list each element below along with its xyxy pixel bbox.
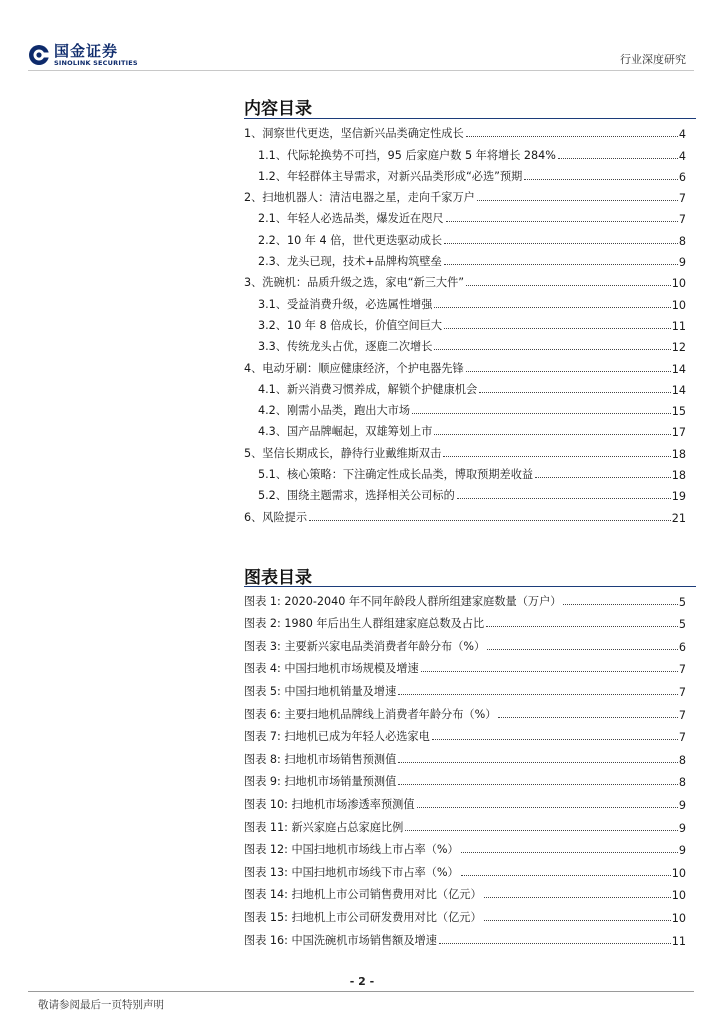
toc-entry-title: 1、洞察世代更迭，坚信新兴品类确定性成长 xyxy=(244,127,464,141)
dot-leader xyxy=(486,626,678,627)
figure-entry-title: 图表 10: 扫地机市场渗透率预测值 xyxy=(244,797,415,811)
toc-entry-page: 4 xyxy=(678,128,686,142)
toc-entry-title: 3.3、传统龙头占优，逐鹿二次增长 xyxy=(258,340,433,354)
figure-entry-title: 图表 3: 主要新兴家电品类消费者年龄分布（%） xyxy=(244,639,486,653)
dot-leader xyxy=(466,136,678,137)
dot-leader xyxy=(487,649,678,650)
toc-entry-title: 4.1、新兴消费习惯养成，解锁个护健康机会 xyxy=(258,382,478,396)
toc-entry-page: 10 xyxy=(671,298,686,312)
report-type-label: 行业深度研究 xyxy=(620,53,686,66)
figure-entry-title: 图表 13: 中国扫地机市场线下市占率（%） xyxy=(244,865,459,879)
figure-entry-title: 图表 6: 主要扫地机品牌线上消费者年龄分布（%） xyxy=(244,707,497,721)
figure-entry-title: 图表 9: 扫地机市场销量预测值 xyxy=(244,775,397,789)
figure-entry-title: 图表 11: 新兴家庭占总家庭比例 xyxy=(244,820,404,834)
toc-entry-page: 10 xyxy=(671,277,686,291)
toc-entry-title: 2、扫地机器人：清洁电器之星，走向千家万户 xyxy=(244,191,475,205)
figure-entry-title: 图表 14: 扫地机上市公司销售费用对比（亿元） xyxy=(244,888,482,902)
dot-leader xyxy=(484,897,671,898)
dot-leader xyxy=(457,498,671,499)
toc-entry-page: 19 xyxy=(671,490,686,504)
dot-leader xyxy=(563,604,677,605)
figure-entry[interactable] xyxy=(244,767,686,790)
toc-entry-page: 4 xyxy=(678,149,686,163)
toc-entry[interactable] xyxy=(244,226,686,247)
figure-entry-page: 10 xyxy=(671,911,686,925)
toc-entry[interactable] xyxy=(244,290,686,311)
toc-entry-page: 14 xyxy=(671,383,686,397)
dot-leader xyxy=(398,762,678,763)
toc-entry[interactable] xyxy=(244,312,686,333)
toc-entry-page: 17 xyxy=(671,426,686,440)
toc-entry[interactable] xyxy=(244,141,686,162)
sinolink-logo-icon xyxy=(28,44,50,66)
toc-entry-page: 21 xyxy=(671,511,686,525)
dot-leader xyxy=(461,875,671,876)
toc-entry[interactable] xyxy=(244,120,686,141)
footer-divider xyxy=(28,991,694,992)
figure-entry-page: 7 xyxy=(678,731,686,745)
figure-entry[interactable] xyxy=(244,609,686,632)
figure-entry-title: 图表 4: 中国扫地机市场规模及增速 xyxy=(244,662,419,676)
toc-entry-title: 5.2、围绕主题需求，选择相关公司标的 xyxy=(258,489,455,503)
dot-leader xyxy=(558,158,678,159)
toc-entry[interactable] xyxy=(244,439,686,460)
figure-entry-page: 9 xyxy=(678,798,686,812)
page-header xyxy=(0,0,724,80)
toc-entry[interactable] xyxy=(244,333,686,354)
toc-entry-page: 18 xyxy=(671,469,686,483)
dot-leader xyxy=(434,349,670,350)
dot-leader xyxy=(446,221,678,222)
figure-entry-page: 10 xyxy=(671,866,686,880)
dot-leader xyxy=(461,852,678,853)
dot-leader xyxy=(479,392,671,393)
toc-entry-page: 12 xyxy=(671,341,686,355)
figure-entry[interactable] xyxy=(244,676,686,699)
toc-entry-title: 3、洗碗机：品质升级之选，家电“新三大件” xyxy=(244,276,465,290)
company-logo xyxy=(28,40,138,70)
figure-entry[interactable] xyxy=(244,812,686,835)
toc-entry-title: 3.2、10 年 8 倍成长，价值空间巨大 xyxy=(258,318,443,332)
toc-entry-page: 7 xyxy=(678,213,686,227)
dot-leader xyxy=(421,671,678,672)
toc-entry[interactable] xyxy=(244,184,686,205)
toc-entry-title: 5、坚信长期成长，静待行业戴维斯双击 xyxy=(244,446,442,460)
dot-leader xyxy=(444,328,671,329)
toc-entry-page: 8 xyxy=(678,234,686,248)
figure-entry-page: 9 xyxy=(678,844,686,858)
figure-entry[interactable] xyxy=(244,654,686,677)
figure-entry[interactable] xyxy=(244,835,686,858)
dot-leader xyxy=(398,784,678,785)
figure-entry-title: 图表 2: 1980 年后出生人群组建家庭总数及占比 xyxy=(244,617,485,631)
figure-entry[interactable] xyxy=(244,925,686,948)
toc-entry-title: 2.1、年轻人必选品类，爆发近在咫尺 xyxy=(258,212,444,226)
dot-leader xyxy=(524,179,678,180)
figure-entry[interactable] xyxy=(244,586,686,609)
header-divider xyxy=(28,70,694,71)
toc-entry[interactable] xyxy=(244,354,686,375)
toc-entry-page: 11 xyxy=(671,319,686,333)
figure-entry-page: 6 xyxy=(678,640,686,654)
dot-leader xyxy=(444,264,678,265)
dot-leader xyxy=(498,717,677,718)
dot-leader xyxy=(398,694,678,695)
figures-heading: 图表目录 xyxy=(244,568,312,588)
figure-entry-page: 7 xyxy=(678,708,686,722)
footer-disclaimer: 敬请参阅最后一页特别声明 xyxy=(38,999,164,1011)
figure-entry-page: 9 xyxy=(678,821,686,835)
toc-entry[interactable] xyxy=(244,269,686,290)
figure-entry-page: 5 xyxy=(678,595,686,609)
toc-entry-page: 6 xyxy=(678,170,686,184)
figure-entry[interactable] xyxy=(244,631,686,654)
toc-entry-title: 6、风险提示 xyxy=(244,510,308,524)
figure-entry-page: 8 xyxy=(678,753,686,767)
dot-leader xyxy=(434,434,670,435)
logo-chinese-name: 国金证券 xyxy=(54,42,119,60)
dot-leader xyxy=(434,307,670,308)
toc-entry-title: 5.1、核心策略：下注确定性成长品类，博取预期差收益 xyxy=(258,468,534,482)
toc-heading-rule xyxy=(244,118,696,119)
figure-entry-page: 10 xyxy=(671,889,686,903)
dot-leader xyxy=(535,477,671,478)
figures-list xyxy=(244,586,686,948)
figure-entry-page: 7 xyxy=(678,663,686,677)
toc-entry-title: 4.2、刚需小品类，跑出大市场 xyxy=(258,404,411,418)
toc-entry-title: 3.1、受益消费升级，必选属性增强 xyxy=(258,297,433,311)
logo-english-name: SINOLINK SECURITIES xyxy=(54,59,138,67)
contents-list xyxy=(244,120,686,525)
toc-entry[interactable] xyxy=(244,482,686,503)
page-number: - 2 - xyxy=(349,975,375,988)
toc-entry[interactable] xyxy=(244,376,686,397)
toc-entry-page: 15 xyxy=(671,405,686,419)
toc-entry-page: 14 xyxy=(671,362,686,376)
figure-entry-title: 图表 1: 2020-2040 年不同年龄段人群所组建家庭数量（万户） xyxy=(244,594,562,608)
toc-entry-page: 7 xyxy=(678,192,686,206)
toc-entry[interactable] xyxy=(244,418,686,439)
dot-leader xyxy=(466,371,671,372)
figure-entry-page: 7 xyxy=(678,685,686,699)
dot-leader xyxy=(309,520,671,521)
toc-entry[interactable] xyxy=(244,461,686,482)
dot-leader xyxy=(443,456,670,457)
toc-entry[interactable] xyxy=(244,205,686,226)
figure-entry[interactable] xyxy=(244,722,686,745)
toc-entry[interactable] xyxy=(244,503,686,524)
toc-entry-title: 2.3、龙头已现，技术+品牌构筑壁垒 xyxy=(258,255,442,269)
dot-leader xyxy=(405,830,678,831)
toc-entry[interactable] xyxy=(244,397,686,418)
toc-entry-page: 9 xyxy=(678,256,686,270)
figure-entry-title: 图表 8: 扫地机市场销售预测值 xyxy=(244,752,397,766)
figure-entry[interactable] xyxy=(244,857,686,880)
figure-entry[interactable] xyxy=(244,789,686,812)
toc-entry[interactable] xyxy=(244,163,686,184)
figure-entry[interactable] xyxy=(244,744,686,767)
toc-entry[interactable] xyxy=(244,248,686,269)
dot-leader xyxy=(484,920,671,921)
dot-leader xyxy=(412,413,671,414)
figure-entry-page: 8 xyxy=(678,776,686,790)
toc-entry-title: 1.2、年轻群体主导需求，对新兴品类形成“必选”预期 xyxy=(258,169,523,183)
dot-leader xyxy=(466,285,671,286)
figure-entry-title: 图表 12: 中国扫地机市场线上市占率（%） xyxy=(244,843,459,857)
figure-entry-title: 图表 15: 扫地机上市公司研发费用对比（亿元） xyxy=(244,910,482,924)
toc-entry-page: 18 xyxy=(671,447,686,461)
figure-entry-title: 图表 16: 中国洗碗机市场销售额及增速 xyxy=(244,933,437,947)
figure-entry[interactable] xyxy=(244,699,686,722)
figure-entry[interactable] xyxy=(244,902,686,925)
toc-entry-title: 4、电动牙刷：顺应健康经济，个护电器先锋 xyxy=(244,361,464,375)
figure-entry-title: 图表 5: 中国扫地机销量及增速 xyxy=(244,684,397,698)
figure-entry[interactable] xyxy=(244,880,686,903)
figure-entry-page: 11 xyxy=(671,934,686,948)
toc-entry-title: 4.3、国产品牌崛起，双雄筹划上市 xyxy=(258,425,433,439)
dot-leader xyxy=(439,943,671,944)
dot-leader xyxy=(477,200,678,201)
toc-entry-title: 2.2、10 年 4 倍，世代更迭驱动成长 xyxy=(258,233,443,247)
toc-heading: 内容目录 xyxy=(244,99,312,119)
dot-leader xyxy=(444,243,678,244)
figure-entry-title: 图表 7: 扫地机已成为年轻人必选家电 xyxy=(244,730,430,744)
dot-leader xyxy=(432,739,678,740)
dot-leader xyxy=(417,807,678,808)
toc-entry-title: 1.1、代际轮换势不可挡，95 后家庭户数 5 年将增长 284% xyxy=(258,148,556,162)
figure-entry-page: 5 xyxy=(678,618,686,632)
